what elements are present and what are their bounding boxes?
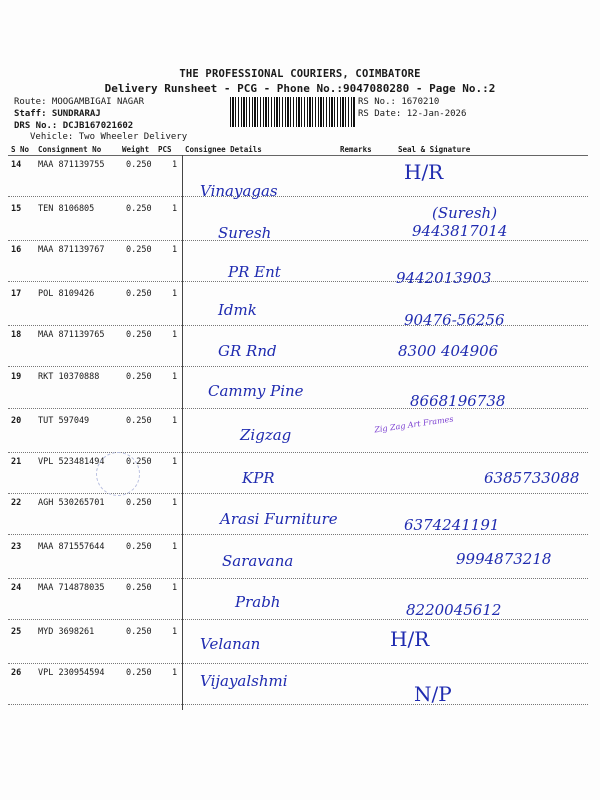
handwritten-consignee: PR Ent (228, 263, 281, 281)
handwritten-signature: H/R (404, 160, 444, 184)
handwritten-signature: (Suresh) (432, 204, 498, 222)
handwritten-consignee: Cammy Pine (208, 382, 304, 400)
row-sno: 26 (11, 668, 22, 678)
row-pcs: 1 (172, 668, 178, 678)
col-remarks: Remarks (340, 145, 372, 154)
col-weight: Weight (122, 145, 150, 154)
row-weight: 0.250 (126, 289, 152, 299)
row-sno: 14 (11, 160, 22, 170)
rs-number: RS No.: 1670210 (358, 97, 440, 107)
row-sno: 25 (11, 627, 22, 637)
handwritten-consignee: Idmk (218, 301, 257, 319)
row-pcs: 1 (172, 372, 178, 382)
vehicle-label: Vehicle: Two Wheeler Delivery (30, 132, 188, 142)
handwritten-consignee: Vinayagas (200, 182, 278, 200)
row-weight: 0.250 (126, 372, 152, 382)
row-weight: 0.250 (126, 245, 152, 255)
faint-seal (96, 452, 140, 496)
handwritten-phone: 6374241191 (404, 516, 500, 534)
handwritten-phone: 8300 404906 (398, 342, 499, 360)
row-divider (8, 619, 588, 620)
row-sno: 23 (11, 542, 22, 552)
row-pcs: 1 (172, 457, 178, 467)
row-divider (8, 578, 588, 579)
company-title: THE PROFESSIONAL COURIERS, COIMBATORE (179, 68, 421, 80)
handwritten-consignee: Prabh (235, 593, 281, 611)
row-divider (8, 663, 588, 664)
handwritten-consignee: Velanan (200, 635, 261, 653)
table-row (0, 204, 600, 218)
row-pcs: 1 (172, 204, 178, 214)
row-pcs: 1 (172, 416, 178, 426)
table-row (0, 330, 600, 344)
handwritten-consignee: Vijayalshmi (200, 672, 288, 690)
table-row (0, 245, 600, 259)
table-row (0, 583, 600, 597)
row-consignment: AGH 530265701 (38, 498, 105, 508)
row-weight: 0.250 (126, 330, 152, 340)
barcode (230, 97, 356, 127)
row-weight: 0.250 (126, 627, 152, 637)
row-weight: 0.250 (126, 204, 152, 214)
handwritten-consignee: Arasi Furniture (220, 510, 338, 528)
handwritten-signature: N/P (414, 682, 452, 706)
row-divider (8, 366, 588, 367)
row-weight: 0.250 (126, 416, 152, 426)
col-consignment: Consignment No (38, 145, 102, 154)
row-pcs: 1 (172, 160, 178, 170)
table-row (0, 160, 600, 174)
table-row (0, 668, 600, 682)
row-pcs: 1 (172, 542, 178, 552)
row-pcs: 1 (172, 627, 178, 637)
row-sno: 20 (11, 416, 22, 426)
handwritten-consignee: Suresh (218, 224, 272, 242)
drs-label: DRS No.: DCJB167021602 (14, 121, 134, 131)
row-divider (8, 196, 588, 197)
handwritten-phone: 9442013903 (396, 269, 492, 287)
row-sno: 22 (11, 498, 22, 508)
rs-date: RS Date: 12-Jan-2026 (358, 109, 467, 119)
row-weight: 0.250 (126, 542, 152, 552)
row-pcs: 1 (172, 245, 178, 255)
row-sno: 21 (11, 457, 22, 467)
row-divider (8, 281, 588, 282)
staff-label: Staff: SUNDRARAJ (14, 109, 101, 119)
row-sno: 16 (11, 245, 22, 255)
header-rule (8, 155, 588, 156)
row-consignment: MAA 714878035 (38, 583, 105, 593)
route-label: Route: MOOGAMBIGAI NAGAR (14, 97, 145, 107)
row-divider (8, 452, 588, 453)
row-weight: 0.250 (126, 160, 152, 170)
handwritten-phone: 9994873218 (456, 550, 552, 568)
row-sno: 24 (11, 583, 22, 593)
row-pcs: 1 (172, 498, 178, 508)
row-divider (8, 704, 588, 705)
row-sno: 15 (11, 204, 22, 214)
runsheet-subtitle: Delivery Runsheet - PCG - Phone No.:9047080280 - Page No.:2 (104, 82, 496, 95)
col-consignee: Consignee Details (185, 145, 262, 154)
handwritten-phone: 8668196738 (410, 392, 506, 410)
col-sno: S No (11, 145, 30, 154)
handwritten-phone: 9443817014 (412, 222, 508, 240)
row-pcs: 1 (172, 289, 178, 299)
handwritten-phone: 8220045612 (406, 601, 502, 619)
handwritten-signature: H/R (390, 627, 430, 651)
col-seal: Seal & Signature (398, 145, 471, 154)
row-consignment: TUT 597049 (38, 416, 90, 426)
handwritten-consignee: GR Rnd (218, 342, 277, 360)
row-weight: 0.250 (126, 498, 152, 508)
handwritten-consignee: Saravana (222, 552, 294, 570)
handwritten-phone: 6385733088 (484, 469, 580, 487)
row-pcs: 1 (172, 330, 178, 340)
handwritten-phone: 90476-56256 (404, 311, 505, 329)
row-consignment: VPL 230954594 (38, 668, 105, 678)
row-consignment: MAA 871139767 (38, 245, 105, 255)
company-stamp: Zig Zag Art Frames (373, 414, 454, 435)
row-sno: 18 (11, 330, 22, 340)
row-consignment: TEN 8106805 (38, 204, 95, 214)
row-consignment: MAA 871139755 (38, 160, 105, 170)
table-row (0, 289, 600, 303)
handwritten-consignee: Zigzag (240, 426, 292, 444)
row-divider (8, 534, 588, 535)
row-weight: 0.250 (126, 668, 152, 678)
row-sno: 19 (11, 372, 22, 382)
row-divider (8, 493, 588, 494)
row-weight: 0.250 (126, 583, 152, 593)
handwritten-consignee: KPR (242, 469, 275, 487)
row-pcs: 1 (172, 583, 178, 593)
row-sno: 17 (11, 289, 22, 299)
table-row (0, 627, 600, 641)
row-consignment: POL 8109426 (38, 289, 95, 299)
row-weight: 0.250 (126, 457, 152, 467)
table-row (0, 416, 600, 430)
row-consignment: RKT 10370888 (38, 372, 100, 382)
row-divider (8, 240, 588, 241)
col-pcs: PCS (158, 145, 172, 154)
row-consignment: VPL 523481494 (38, 457, 105, 467)
row-consignment: MAA 871139765 (38, 330, 105, 340)
row-consignment: MAA 871557644 (38, 542, 105, 552)
row-consignment: MYD 3698261 (38, 627, 95, 637)
